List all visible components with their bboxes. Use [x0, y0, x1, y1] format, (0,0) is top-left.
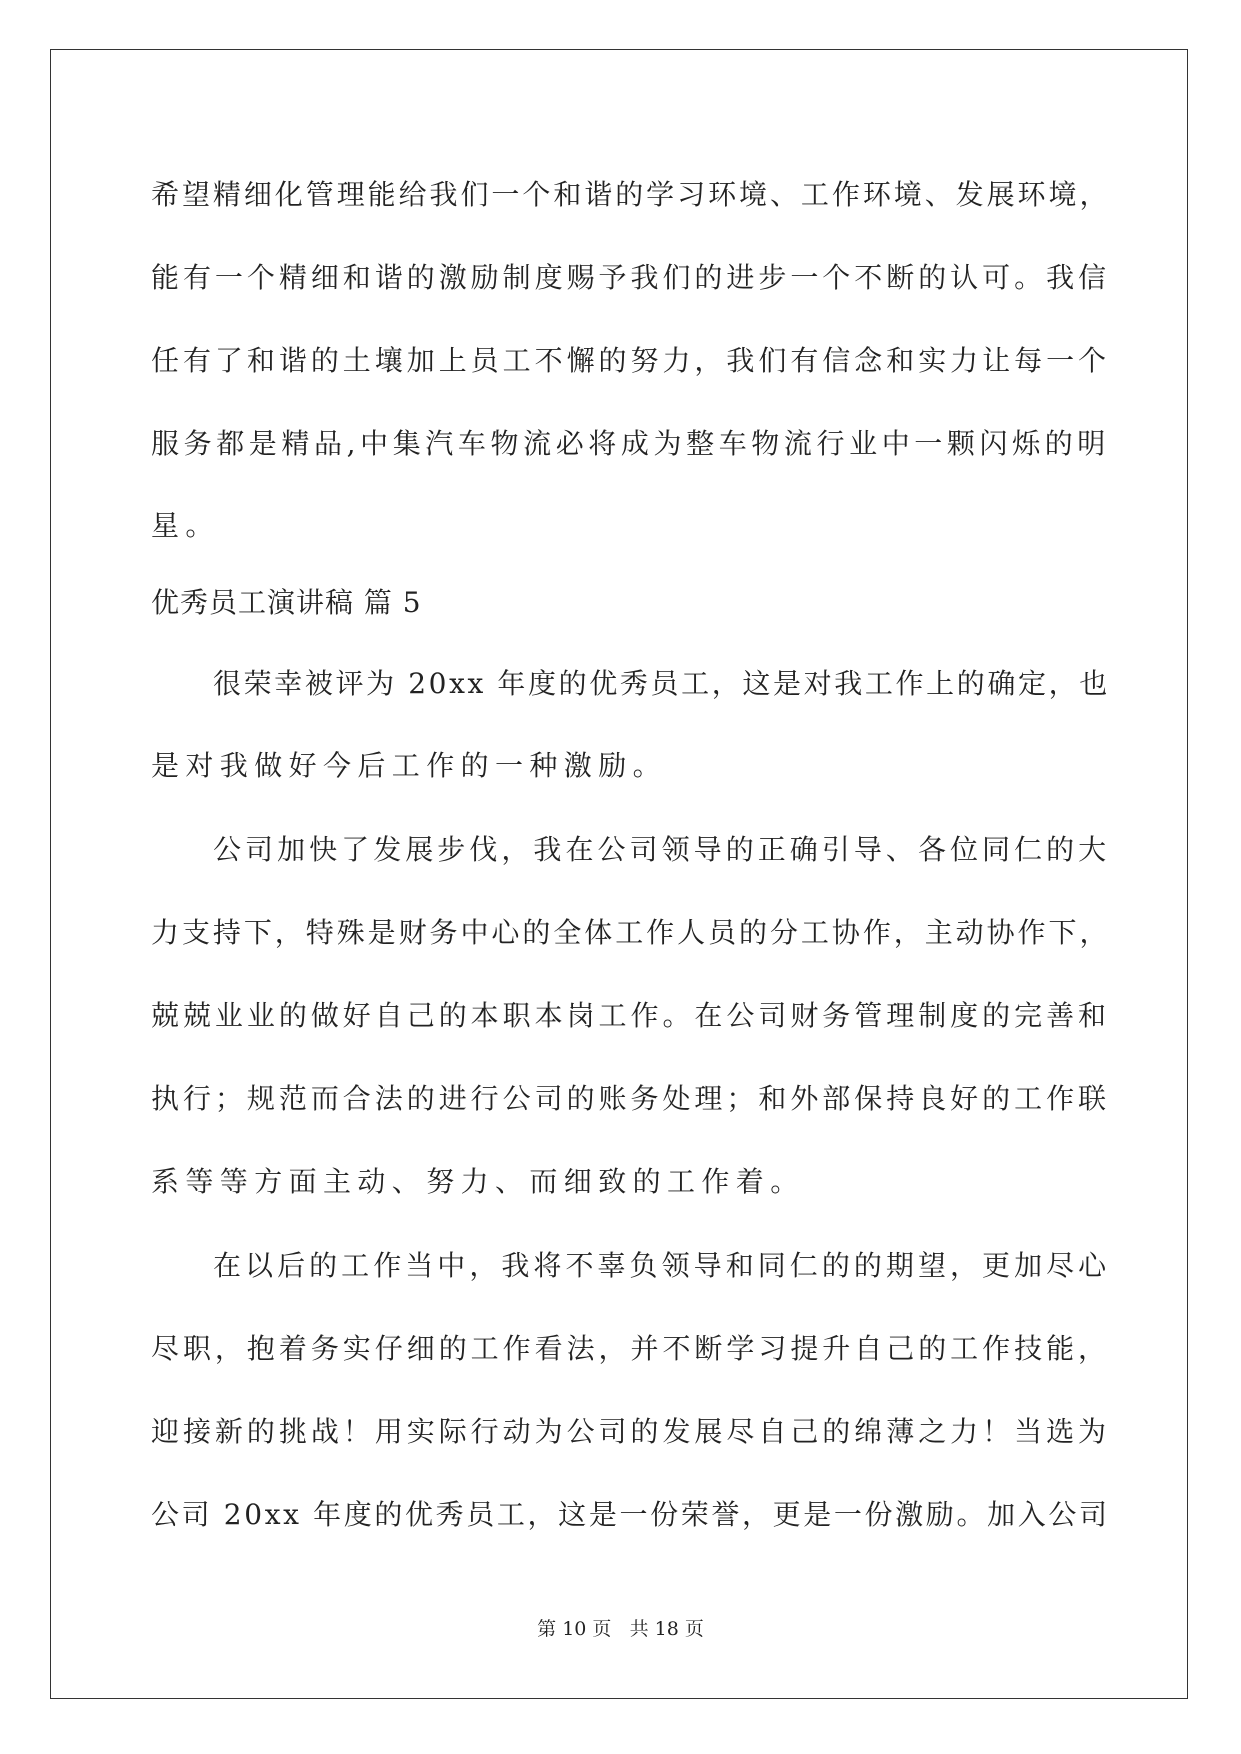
body-text-line: 迎接新的挑战！用实际行动为公司的发展尽自己的绵薄之力！当选为 — [151, 1415, 1111, 1448]
page-footer — [0, 1616, 1241, 1642]
body-text-line: 力支持下，特殊是财务中心的全体工作人员的分工协作，主动协作下， — [151, 916, 1111, 949]
body-text-line: 系等等方面主动、努力、而细致的工作着。 — [151, 1165, 805, 1198]
body-text-line: 很荣幸被评为 20xx 年度的优秀员工，这是对我工作上的确定，也 — [213, 667, 1110, 700]
body-text-line: 公司 20xx 年度的优秀员工，这是一份荣誉，更是一份激励。加入公司 — [151, 1498, 1110, 1531]
body-text-line: 执行；规范而合法的进行公司的账务处理；和外部保持良好的工作联 — [151, 1082, 1111, 1115]
body-text-line: 是对我做好今后工作的一种激励。 — [151, 749, 668, 782]
body-text-line: 尽职，抱着务实仔细的工作看法，并不断学习提升自己的工作技能， — [151, 1332, 1111, 1365]
body-text-line: 兢兢业业的做好自己的本职本岗工作。在公司财务管理制度的完善和 — [151, 999, 1111, 1032]
body-text-line: 希望精细化管理能给我们一个和谐的学习环境、工作环境、发展环境， — [151, 178, 1111, 211]
body-text-line: 能有一个精细和谐的激励制度赐予我们的进步一个不断的认可。我信 — [151, 261, 1111, 294]
body-text-line: 公司加快了发展步伐，我在公司领导的正确引导、各位同仁的大 — [213, 833, 1111, 866]
page-total: 共 18 页 — [629, 1618, 704, 1640]
body-text-line: 在以后的工作当中，我将不辜负领导和同仁的的期望，更加尽心 — [213, 1249, 1111, 1282]
body-text-line: 任有了和谐的土壤加上员工不懈的努力，我们有信念和实力让每一个 — [151, 344, 1111, 377]
body-text-line: 服务都是精品,中集汽车物流必将成为整车物流行业中一颗闪烁的明 — [151, 427, 1110, 460]
page-number: 第 10 页 — [537, 1618, 612, 1640]
section-heading: 优秀员工演讲稿 篇 5 — [151, 586, 422, 619]
body-text-line: 星。 — [151, 509, 220, 542]
